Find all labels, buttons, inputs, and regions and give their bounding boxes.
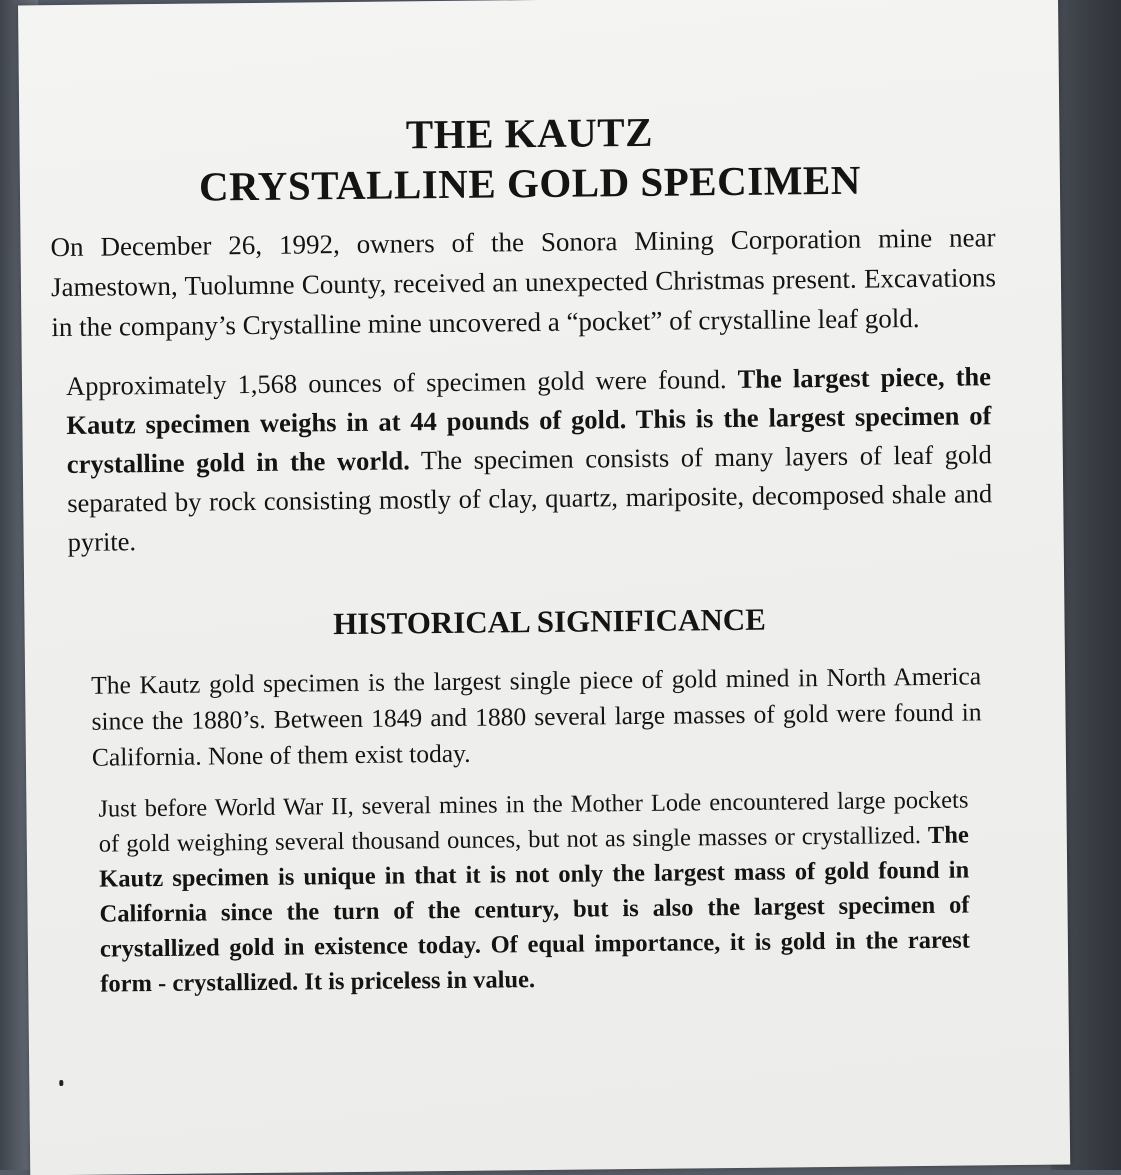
sign-content: [49, 103, 1018, 1002]
museum-sign-panel: [18, 0, 1070, 1175]
paragraph-specimen-end: The specimen consists of many layers of leaf gold separated by rock consisting mostly of clay, quartz, mariposite, decomposed shale and pyrite.: [67, 439, 993, 557]
paragraph-specimen-start: Approximately 1,568 ounces of specimen gold were found.: [65, 364, 727, 401]
historical-significance-heading: HISTORICAL SIGNIFICANCE: [332, 601, 767, 642]
title-line-2: CRYSTALLINE GOLD SPECIMEN: [198, 156, 862, 210]
paragraph-uniqueness: [56, 783, 970, 1003]
paragraph-discovery: On December 26, 1992, owners of the Sonora Mining Corporation mine near Jamestown, Tuolumne County, received an unexpected Christmas present. Excavations in the company’s Crystalline mine uncovered a “pocket” of crystalline leaf gold.: [50, 222, 997, 343]
paragraph-uniqueness-bold: The Kautz specimen is unique in that it is not only the largest mass of gold found in California since the turn of the century, but is also the largest specimen of crystallized gold in existence today. Of equal importance, it is gold in the rarest form - crystallized. It is priceless in value.: [99, 821, 971, 998]
paragraph-specimen: [52, 357, 993, 562]
title-line-1: THE KAUTZ: [405, 108, 654, 158]
panel-speck: [59, 1080, 63, 1086]
paragraph-uniqueness-start: Just before World War II, several mines in the Mother Lode encountered large pockets of gold weighing several thousand ounces, but not as single masses or crystallized.: [98, 786, 969, 858]
sign-title: [49, 103, 1010, 213]
paragraph-history: The Kautz gold specimen is the largest single piece of gold mined in North America since the 1880’s. Between 1849 and 1880 several large masses of gold were found in California. None of them exist today.: [90, 661, 982, 772]
paragraph-specimen-bold: The largest piece, the Kautz specimen weighs in at 44 pounds of gold. This is the largest specimen of crystalline gold in the world.: [66, 361, 992, 479]
